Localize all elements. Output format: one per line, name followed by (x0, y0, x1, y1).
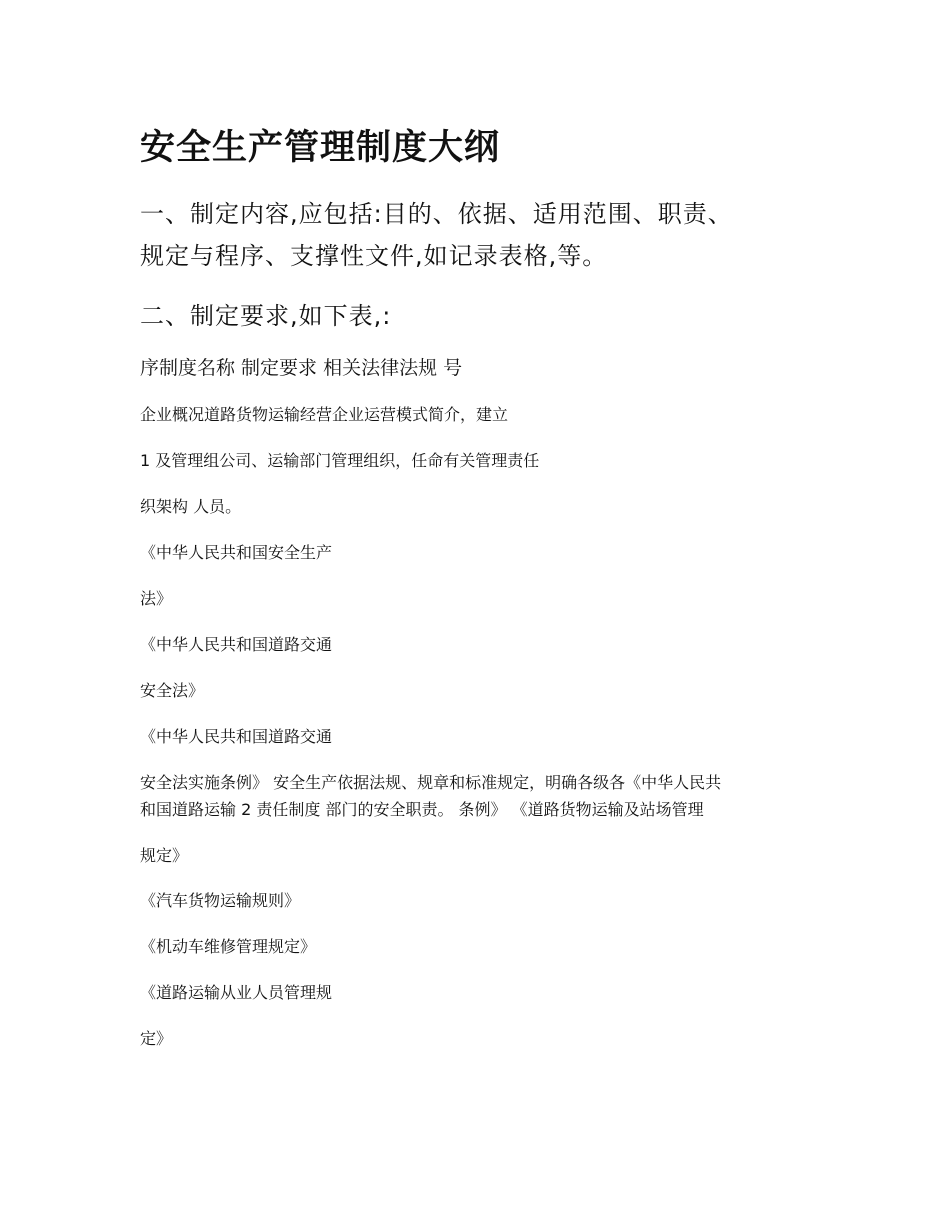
body-line: 《汽车货物运输规则》 (140, 891, 301, 910)
body-line: 定》 (140, 1029, 173, 1048)
body-line: 和国道路运输 2 责任制度 部门的安全职责。 条例》 《道路货物运输及站场管理 (140, 800, 704, 819)
body-line: 企业概况道路货物运输经营企业运营模式简介，建立 (140, 405, 509, 424)
page-title: 安全生产管理制度大纲 (140, 128, 501, 168)
body-line: 1 及管理组公司、运输部门管理组织，任命有关管理责任 (140, 451, 540, 470)
body-line: 《中华人民共和国道路交通 (140, 635, 333, 654)
section-heading-content-line-2: 规定与程序、支撑性文件,如记录表格,等。 (140, 242, 608, 270)
body-line: 法》 (140, 589, 173, 608)
table-header-text: 序制度名称 制定要求 相关法律法规 号 (140, 357, 463, 379)
body-line: 《道路运输从业人员管理规 (140, 983, 333, 1002)
section-heading-content-line-1: 一、制定内容,应包括:目的、依据、适用范围、职责、 (140, 200, 733, 228)
body-line: 《中华人民共和国安全生产 (140, 543, 333, 562)
body-line: 《机动车维修管理规定》 (140, 937, 317, 956)
body-line: 安全法》 (140, 681, 205, 700)
body-line: 安全法实施条例》 安全生产依据法规、规章和标准规定，明确各级各《中华人民共 (140, 773, 722, 792)
section-heading-requirements: 二、制定要求,如下表,: (140, 302, 392, 330)
body-line: 《中华人民共和国道路交通 (140, 727, 333, 746)
body-line: 织架构 人员。 (140, 497, 242, 516)
body-line: 规定》 (140, 846, 189, 865)
